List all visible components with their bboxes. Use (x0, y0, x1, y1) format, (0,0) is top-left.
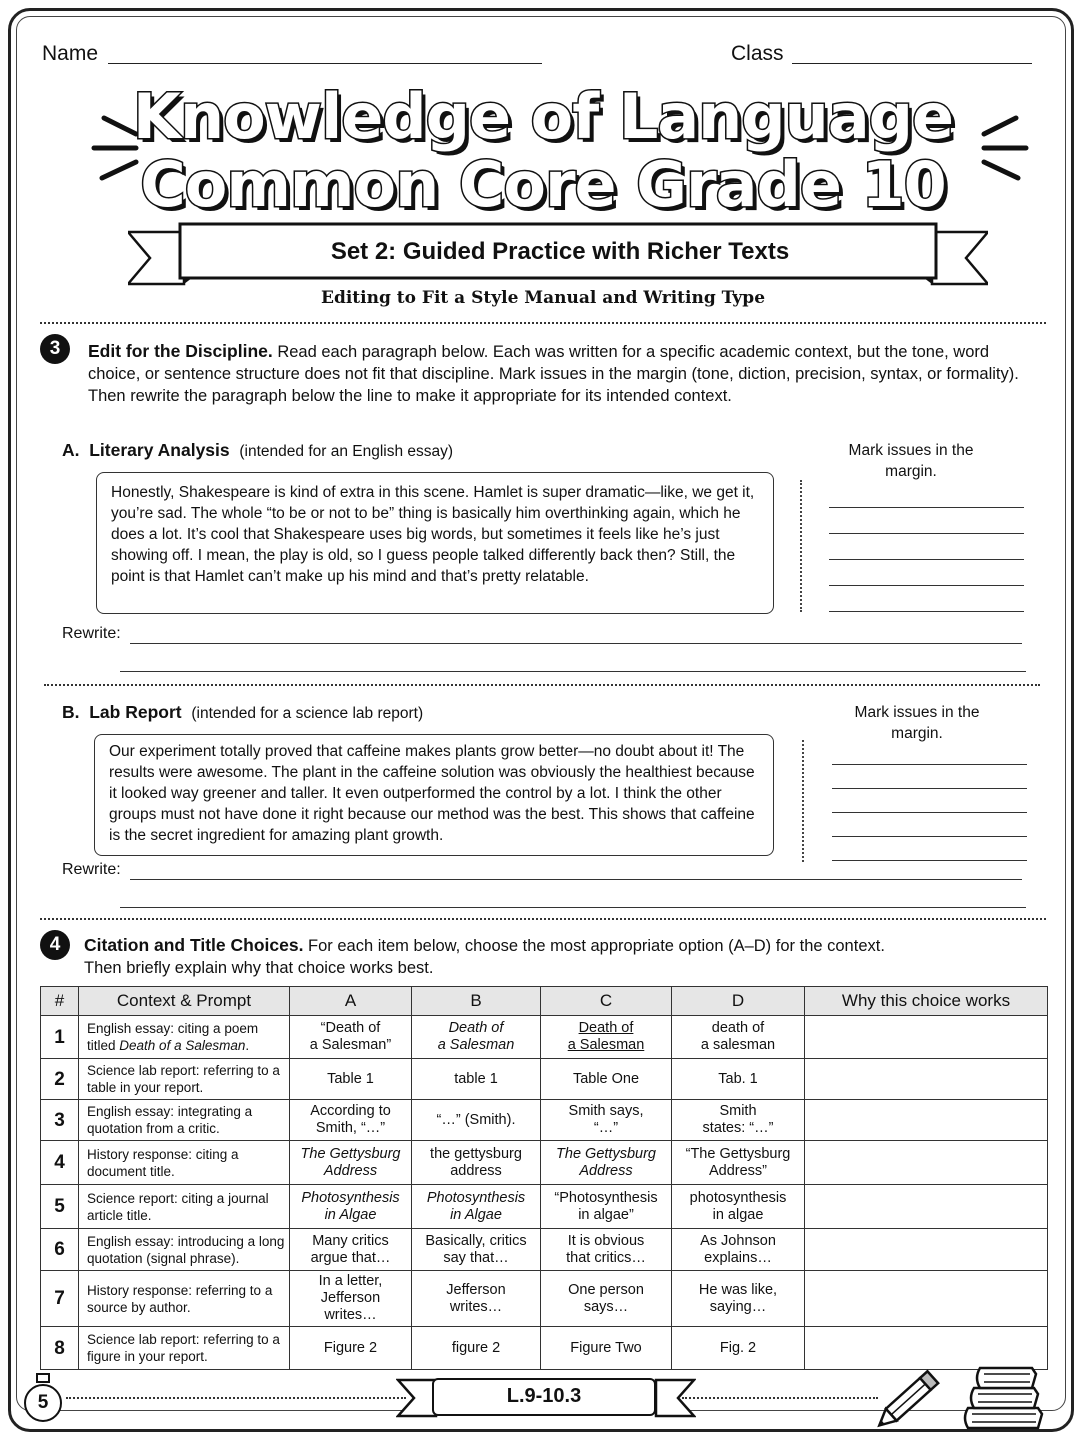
pencil-icon (876, 1364, 948, 1428)
rewrite-line[interactable] (130, 643, 1022, 644)
part-b-title: Lab Report (89, 702, 182, 722)
why-answer-cell[interactable] (805, 1016, 1048, 1059)
part-b-margin-label: Mark issues in the margin. (854, 704, 980, 742)
option-a[interactable]: In a letter, Jefferson writes… (290, 1271, 412, 1327)
standard-code: L.9-10.3 (432, 1378, 656, 1416)
part-a-margin-label: Mark issues in the margin. (848, 442, 974, 480)
option-b[interactable]: table 1 (412, 1059, 541, 1100)
part-a-heading (62, 440, 453, 461)
margin-divider (800, 480, 802, 612)
column-header: # (41, 987, 79, 1016)
rewrite-line[interactable] (130, 879, 1022, 880)
column-header: D (672, 987, 805, 1016)
margin-line[interactable] (829, 611, 1024, 612)
option-d[interactable]: “The Gettysburg Address” (672, 1141, 805, 1185)
option-a[interactable]: Table 1 (290, 1059, 412, 1100)
divider (44, 684, 1040, 686)
why-answer-cell[interactable] (805, 1141, 1048, 1185)
margin-divider (802, 740, 804, 862)
margin-line[interactable] (829, 533, 1024, 534)
part-b-passage: Our experiment totally proved that caffeine makes plants grow better—no doubt about it! The results were awesome. The plant in the caffeine solution was obviously the healthiest because it looked way greener and taller. It even outperformed the control by a lot. I think the other groups must not have done it right because our method was the best. This shows that caffeine is the secret ingredient for amazing plant growth. (94, 734, 774, 856)
option-a[interactable]: Photosynthesis in Algae (290, 1185, 412, 1229)
why-answer-cell[interactable] (805, 1271, 1048, 1327)
why-answer-cell[interactable] (805, 1229, 1048, 1271)
margin-line[interactable] (832, 836, 1027, 837)
section-3-number: 3 (40, 334, 70, 364)
column-header: Context & Prompt (79, 987, 290, 1016)
option-c[interactable]: It is obvious that critics… (541, 1229, 672, 1271)
option-c[interactable]: Table One (541, 1059, 672, 1100)
table-row (41, 1185, 1048, 1229)
option-d[interactable]: Fig. 2 (672, 1327, 805, 1370)
option-b[interactable]: Photosynthesis in Algae (412, 1185, 541, 1229)
part-a-title: Literary Analysis (89, 440, 230, 460)
banner-title: Set 2: Guided Practice with Richer Texts (330, 238, 790, 265)
class-field[interactable] (792, 63, 1032, 64)
row-number: 1 (41, 1016, 79, 1059)
row-context: Science report: citing a journal article title. (79, 1185, 290, 1229)
why-answer-cell[interactable] (805, 1185, 1048, 1229)
table-row (41, 1229, 1048, 1271)
margin-line[interactable] (832, 764, 1027, 765)
section-4-number: 4 (40, 930, 70, 960)
option-b[interactable]: figure 2 (412, 1327, 541, 1370)
page-number: 5 (24, 1384, 62, 1422)
row-number: 4 (41, 1141, 79, 1185)
option-c[interactable]: Smith says, “…” (541, 1100, 672, 1141)
part-b-note: (intended for a science lab report) (191, 705, 424, 722)
footer-divider (682, 1397, 878, 1399)
section-4-instructions (84, 934, 904, 979)
part-b-heading (62, 702, 423, 723)
why-answer-cell[interactable] (805, 1100, 1048, 1141)
option-d[interactable]: Smith states: “…” (672, 1100, 805, 1141)
part-a-passage: Honestly, Shakespeare is kind of extra in this scene. Hamlet is super dramatic—like, we get it, you’re sad. The whole “to be or not to be” thing is basically him overthinking again, which he does a lot. It’s cool that Shakespeare uses big words, but sometimes it feels like he’s just showing off. I mean, the play is old, so I guess people talked differently back then? Still, the point is that Hamlet can’t make up his mind and that’s pretty relatable. (96, 472, 774, 614)
books-icon (956, 1362, 1050, 1432)
row-number: 5 (41, 1185, 79, 1229)
part-b-rewrite-label: Rewrite: (62, 861, 121, 878)
option-b[interactable]: Death of a Salesman (412, 1016, 541, 1059)
table-row (41, 1141, 1048, 1185)
column-header: B (412, 987, 541, 1016)
table-row (41, 1059, 1048, 1100)
name-label: Name (42, 42, 99, 65)
margin-line[interactable] (829, 585, 1024, 586)
option-b[interactable]: Jefferson writes… (412, 1271, 541, 1327)
part-a-note: (intended for an English essay) (239, 443, 454, 460)
class-label: Class (731, 42, 784, 65)
column-header: A (290, 987, 412, 1016)
row-context: History response: citing a document title. (79, 1141, 290, 1185)
divider (40, 322, 1046, 324)
option-a[interactable]: “Death of a Salesman” (290, 1016, 412, 1059)
option-d[interactable]: As Johnson explains… (672, 1229, 805, 1271)
row-context: English essay: integrating a quotation from a critic. (79, 1100, 290, 1141)
title-line-2: Common Core Grade 10 (140, 148, 946, 221)
part-a-rewrite-label: Rewrite: (62, 625, 121, 642)
option-d[interactable]: He was like, saying… (672, 1271, 805, 1327)
row-context: Science lab report: referring to a table in your report. (79, 1059, 290, 1100)
margin-line[interactable] (829, 559, 1024, 560)
row-context: English essay: introducing a long quotation (signal phrase). (79, 1229, 290, 1271)
burst-left-icon (86, 108, 146, 188)
rewrite-line[interactable] (120, 907, 1026, 908)
option-b[interactable]: Basically, critics say that… (412, 1229, 541, 1271)
option-a[interactable]: The Gettysburg Address (290, 1141, 412, 1185)
table-header-row (41, 987, 1048, 1016)
margin-line[interactable] (832, 788, 1027, 789)
option-c[interactable]: Death of a Salesman (541, 1016, 672, 1059)
section-3-heading: Edit for the Discipline. (88, 341, 273, 361)
name-field[interactable] (108, 63, 542, 64)
burst-right-icon (974, 108, 1034, 188)
row-context: Science lab report: referring to a figure in your report. (79, 1327, 290, 1370)
option-d[interactable]: death of a salesman (672, 1016, 805, 1059)
why-answer-cell[interactable] (805, 1059, 1048, 1100)
citation-table (40, 986, 1048, 1370)
part-a-letter: A. (62, 440, 80, 460)
option-d[interactable]: photosynthesis in algae (672, 1185, 805, 1229)
option-c[interactable]: The Gettysburg Address (541, 1141, 672, 1185)
row-context: English essay: citing a poem titled Death of a Salesman. (79, 1016, 290, 1059)
title-line-1: Knowledge of Language (132, 80, 954, 153)
option-a[interactable]: Many critics argue that… (290, 1229, 412, 1271)
option-d[interactable]: Tab. 1 (672, 1059, 805, 1100)
row-number: 7 (41, 1271, 79, 1327)
option-a[interactable]: According to Smith, “…” (290, 1100, 412, 1141)
subtitle: Editing to Fit a Style Manual and Writing Type (320, 288, 766, 308)
section-4-instructions-text: For each item below, choose the most appropriate option (A–D) for the context. Then briefly explain why that choice works best. (84, 937, 885, 977)
margin-line[interactable] (829, 507, 1024, 508)
rewrite-line[interactable] (120, 671, 1026, 672)
section-4-heading: Citation and Title Choices. (84, 935, 304, 955)
table-row (41, 1271, 1048, 1327)
option-b[interactable]: the gettysburg address (412, 1141, 541, 1185)
divider (40, 918, 1046, 920)
option-b[interactable]: “…” (Smith). (412, 1100, 541, 1141)
row-number: 8 (41, 1327, 79, 1370)
margin-line[interactable] (832, 812, 1027, 813)
column-header: Why this choice works (805, 987, 1048, 1016)
row-number: 2 (41, 1059, 79, 1100)
row-context: History response: referring to a source by author. (79, 1271, 290, 1327)
column-header: C (541, 987, 672, 1016)
option-c[interactable]: Figure Two (541, 1327, 672, 1370)
table-row (41, 1100, 1048, 1141)
row-number: 3 (41, 1100, 79, 1141)
option-a[interactable]: Figure 2 (290, 1327, 412, 1370)
option-c[interactable]: One person says… (541, 1271, 672, 1327)
option-c[interactable]: “Photosynthesis in algae” (541, 1185, 672, 1229)
section-3-instructions (88, 340, 1038, 407)
footer-divider (66, 1397, 406, 1399)
table-row (41, 1016, 1048, 1059)
section-3-instructions-text: Read each paragraph below. Each was written for a specific academic context, but the tone, word choice, or sentence structure does not fit that discipline. Mark issues in the margin (tone, diction, precision, syntax, or formality). Then rewrite the paragraph below the line to make it appropriate for its intended context. (88, 343, 1019, 405)
row-number: 6 (41, 1229, 79, 1271)
part-b-letter: B. (62, 702, 80, 722)
margin-line[interactable] (832, 860, 1027, 861)
